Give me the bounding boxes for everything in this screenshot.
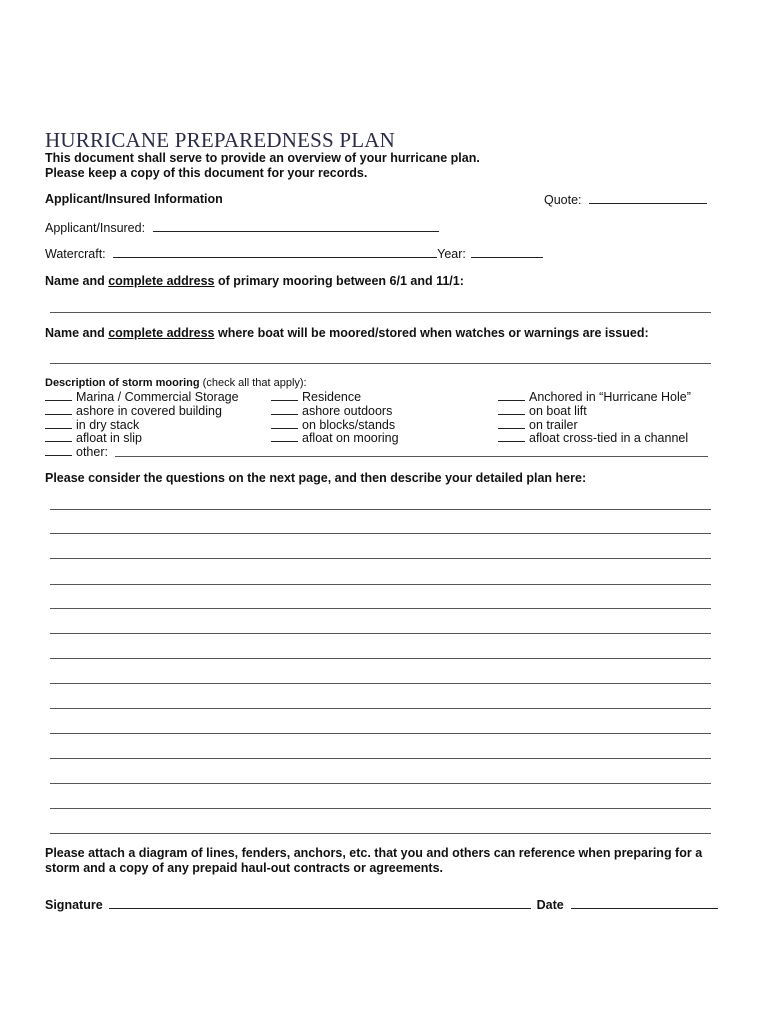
plan-line[interactable] bbox=[50, 584, 711, 585]
option-dry-stack[interactable] bbox=[45, 418, 139, 432]
document-title: HURRICANE PREPAREDNESS PLAN bbox=[45, 128, 396, 152]
plan-line[interactable] bbox=[50, 608, 711, 609]
option-label: Residence bbox=[302, 390, 362, 404]
option-afloat-mooring[interactable] bbox=[271, 431, 399, 445]
option-blocks-stands[interactable] bbox=[271, 418, 395, 432]
checkbox-blank[interactable] bbox=[271, 418, 298, 429]
option-ashore-outdoors[interactable] bbox=[271, 404, 392, 418]
checkbox-blank[interactable] bbox=[45, 404, 72, 415]
option-label: Marina / Commercial Storage bbox=[76, 390, 239, 404]
checkbox-blank[interactable] bbox=[498, 390, 525, 401]
primary-mooring-line[interactable] bbox=[50, 312, 711, 313]
plan-line[interactable] bbox=[50, 558, 711, 559]
option-label: ashore outdoors bbox=[302, 404, 393, 418]
quote-field[interactable] bbox=[589, 192, 707, 204]
signature-label: Signature bbox=[45, 898, 103, 912]
storm-mooring-heading-note: (check all that apply): bbox=[199, 377, 307, 389]
plan-line[interactable] bbox=[50, 633, 711, 634]
option-ashore-covered[interactable] bbox=[45, 404, 222, 418]
checkbox-blank[interactable] bbox=[498, 404, 525, 415]
year-label: Year: bbox=[437, 247, 466, 261]
other-field-line[interactable] bbox=[115, 456, 708, 457]
date-field[interactable] bbox=[571, 897, 718, 909]
primary-mooring-underlined: complete address bbox=[108, 274, 215, 288]
checkbox-blank[interactable] bbox=[271, 404, 298, 415]
watercraft-label: Watercraft: bbox=[45, 247, 106, 261]
attach-note bbox=[45, 846, 702, 876]
plan-line[interactable] bbox=[50, 808, 711, 809]
primary-mooring-suffix: of primary mooring between 6/1 and 11/1: bbox=[214, 274, 464, 288]
option-label: afloat on mooring bbox=[302, 431, 399, 445]
plan-line[interactable] bbox=[50, 658, 711, 659]
watercraft-field-row bbox=[45, 246, 543, 261]
plan-line[interactable] bbox=[50, 783, 711, 784]
checkbox-blank[interactable] bbox=[498, 431, 525, 442]
checkbox-blank[interactable] bbox=[271, 431, 298, 442]
plan-line[interactable] bbox=[50, 708, 711, 709]
applicant-field-row bbox=[45, 220, 439, 235]
plan-line[interactable] bbox=[50, 509, 711, 510]
option-label: ashore in covered building bbox=[76, 404, 222, 418]
plan-line[interactable] bbox=[50, 758, 711, 759]
checkbox-blank[interactable] bbox=[45, 431, 72, 442]
option-label: afloat in slip bbox=[76, 431, 143, 445]
quote-field-row bbox=[544, 192, 707, 207]
storm-mooring-heading-bold: Description of storm mooring bbox=[45, 377, 200, 389]
intro-line-1: This document shall serve to provide an overview of your hurricane plan. bbox=[45, 151, 480, 165]
primary-mooring-prefix: Name and bbox=[45, 274, 109, 288]
checkbox-blank[interactable] bbox=[45, 418, 72, 429]
primary-mooring-prompt bbox=[45, 274, 464, 288]
storm-mooring-line[interactable] bbox=[50, 363, 711, 364]
year-field[interactable] bbox=[471, 246, 543, 258]
option-label: other: bbox=[76, 445, 108, 459]
storm-mooring-underlined: complete address bbox=[108, 326, 215, 340]
watercraft-field[interactable] bbox=[113, 246, 437, 258]
applicant-label: Applicant/Insured: bbox=[45, 221, 146, 235]
attach-note-line-1: Please attach a diagram of lines, fenders, anchors, etc. that you and others can reference when preparing for a bbox=[45, 846, 703, 860]
option-label: on boat lift bbox=[529, 404, 587, 418]
option-trailer[interactable] bbox=[498, 418, 578, 432]
option-cross-tied[interactable] bbox=[498, 431, 688, 445]
applicant-field[interactable] bbox=[153, 220, 439, 232]
intro-line-2: Please keep a copy of this document for your records. bbox=[45, 166, 368, 180]
option-label: in dry stack bbox=[76, 418, 140, 432]
checkbox-blank[interactable] bbox=[498, 418, 525, 429]
storm-mooring-description-heading bbox=[45, 377, 307, 389]
option-label: on blocks/stands bbox=[302, 418, 396, 432]
option-boat-lift[interactable] bbox=[498, 404, 587, 418]
option-other[interactable] bbox=[45, 445, 108, 459]
plan-line[interactable] bbox=[50, 733, 711, 734]
plan-line[interactable] bbox=[50, 683, 711, 684]
applicant-section-heading: Applicant/Insured Information bbox=[45, 192, 223, 206]
storm-mooring-prompt bbox=[45, 326, 649, 340]
signature-row bbox=[45, 897, 718, 912]
storm-mooring-prefix: Name and bbox=[45, 326, 109, 340]
intro-text bbox=[45, 151, 480, 181]
date-label: Date bbox=[536, 898, 564, 912]
checkbox-blank[interactable] bbox=[271, 390, 298, 401]
quote-label: Quote: bbox=[544, 193, 582, 207]
checkbox-blank[interactable] bbox=[45, 445, 72, 456]
signature-field[interactable] bbox=[109, 897, 531, 909]
option-residence[interactable] bbox=[271, 390, 361, 404]
option-afloat-slip[interactable] bbox=[45, 431, 142, 445]
storm-mooring-suffix: where boat will be moored/stored when watches or warnings are issued: bbox=[214, 326, 649, 340]
option-label: on trailer bbox=[529, 418, 578, 432]
option-label: afloat cross-tied in a channel bbox=[529, 431, 689, 445]
option-hurricane-hole[interactable] bbox=[498, 390, 691, 404]
plan-line[interactable] bbox=[50, 833, 711, 834]
option-marina[interactable] bbox=[45, 390, 239, 404]
plan-line[interactable] bbox=[50, 533, 711, 534]
plan-prompt: Please consider the questions on the next page, and then describe your detailed plan here: bbox=[45, 471, 587, 485]
checkbox-blank[interactable] bbox=[45, 390, 72, 401]
option-label: Anchored in “Hurricane Hole” bbox=[529, 390, 691, 404]
attach-note-line-2: storm and a copy of any prepaid haul-out contracts or agreements. bbox=[45, 861, 443, 875]
